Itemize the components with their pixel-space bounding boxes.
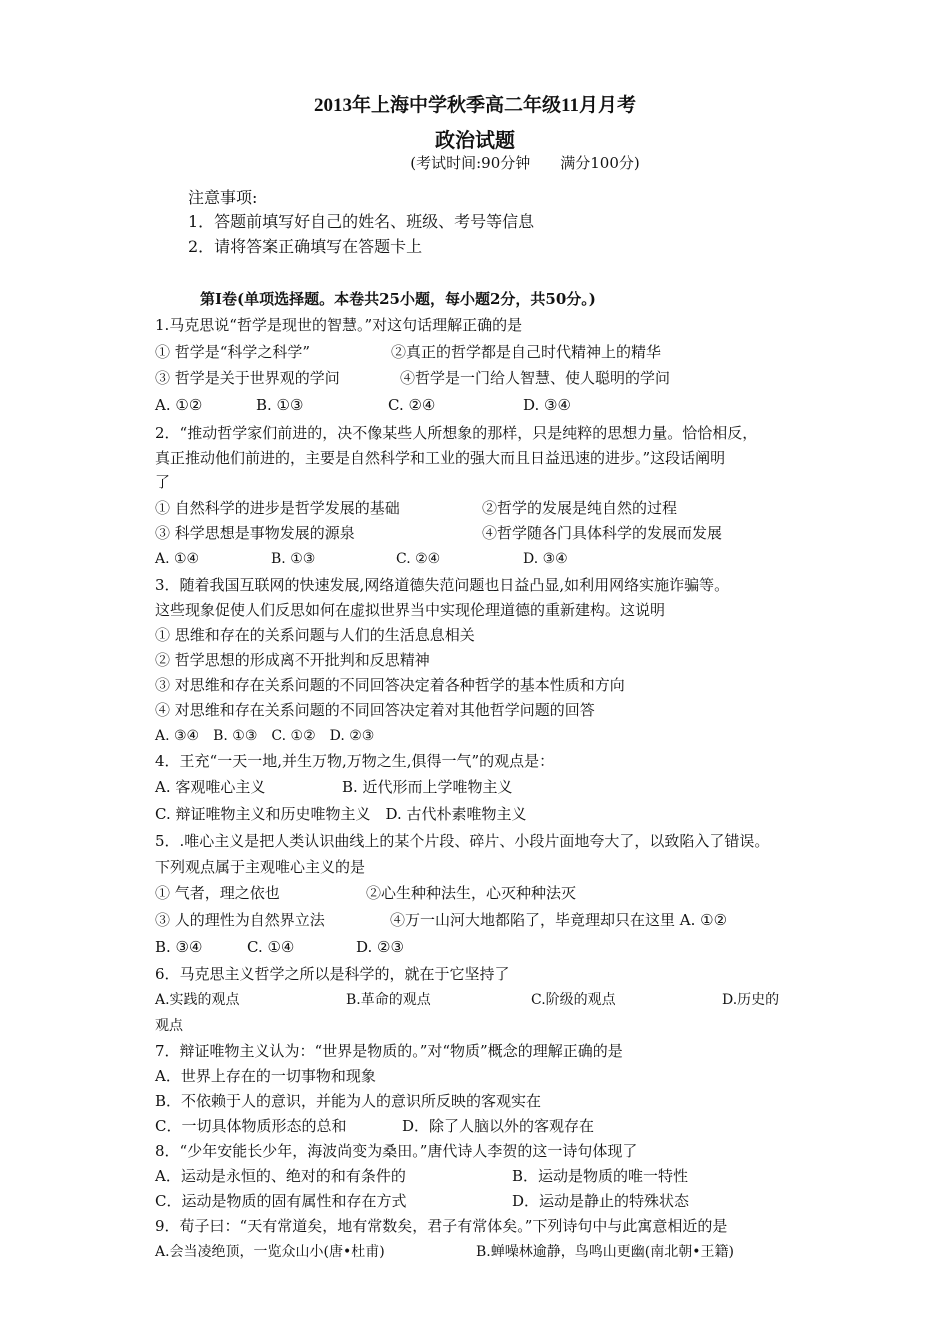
choice-b: B．不依赖于人的意识，并能为人的意识所反映的客观实在 (155, 1092, 542, 1110)
statement: ②哲学的发展是纯自然的过程 (482, 499, 678, 517)
statement: ②心生种种法生，心灭种种法灭 (366, 884, 577, 902)
choice-d-wrap: 观点 (155, 1018, 183, 1034)
choice-a: A.会当凌绝顶，一览众山小(唐•杜甫) (155, 1244, 385, 1260)
choice-d: D. ③④ (523, 396, 571, 414)
choice-c: C. ①④ (247, 938, 295, 956)
statement: ④万一山河大地都陷了，毕竟理却只在这里 A. ①② (390, 911, 728, 929)
statement: ③ 对思维和存在关系问题的不同回答决定着各种哲学的基本性质和方向 (155, 676, 625, 694)
question-stem: 6．马克思主义哲学之所以是科学的，就在于它坚持了 (155, 965, 510, 983)
choice-d: D．除了人脑以外的客观存在 (402, 1117, 595, 1135)
choice-b: B. ③④ (155, 938, 203, 956)
choice-c: C．运动是物质的固有属性和存在方式 (155, 1192, 407, 1210)
question-stem: 2．“推动哲学家们前进的，决不像某些人所想象的那样，只是纯粹的思想力量。恰恰相反， (155, 424, 758, 442)
statement: ③ 科学思想是事物发展的源泉 (155, 524, 355, 542)
question-stem: 了 (155, 473, 171, 491)
choice-c: C.阶级的观点 (531, 992, 616, 1008)
statement: ① 思维和存在的关系问题与人们的生活息息相关 (155, 626, 475, 644)
statement: ① 哲学是“科学之科学” (155, 343, 311, 361)
choice-a: A. 客观唯心主义 (155, 778, 266, 796)
choice-c: C. ②④ (396, 551, 441, 567)
exam-subject: 政治试题 (435, 128, 515, 152)
notice-item: 2．请将答案正确填写在答题卡上 (188, 237, 423, 256)
question-stem: 1.马克思说“哲学是现世的智慧。”对这句话理解正确的是 (155, 316, 523, 334)
choice-a: A．运动是永恒的、绝对的和有条件的 (155, 1167, 406, 1185)
statement: ③ 人的理性为自然界立法 (155, 911, 325, 929)
question-stem: 8．“少年安能长少年，海波尚变为桑田。”唐代诗人李贺的这一诗句体现了 (155, 1142, 638, 1160)
question-stem: 真正推动他们前进的，主要是自然科学和工业的强大而且日益迅速的进步。”这段话阐明 (155, 449, 726, 467)
exam-title: 2013年上海中学秋季高二年级11月月考 (314, 95, 636, 116)
choice-d: D．运动是静止的特殊状态 (512, 1192, 690, 1210)
notice-item: 1．答题前填写好自己的姓名、班级、考号等信息 (188, 212, 535, 231)
choice-d: D.历史的 (722, 992, 780, 1008)
notice-heading: 注意事项: (188, 188, 258, 207)
question-stem: 7．辩证唯物主义认为：“世界是物质的。”对“物质”概念的理解正确的是 (155, 1042, 623, 1060)
choice-a: A．世界上存在的一切事物和现象 (155, 1067, 376, 1085)
choice-b: B．运动是物质的唯一特性 (512, 1167, 689, 1185)
choice-d: D. ②③ (356, 938, 404, 956)
statement: ③ 哲学是关于世界观的学问 (155, 369, 340, 387)
choice-c: C．一切具体物质形态的总和 (155, 1117, 347, 1135)
question-stem: 这些现象促使人们反思如何在虚拟世界当中实现伦理道德的重新建构。这说明 (155, 601, 666, 619)
choice-b: B. ①③ (271, 551, 316, 567)
choice-a: A. ①④ (155, 551, 200, 567)
choice-b: B. ①③ (256, 396, 304, 414)
statement: ① 自然科学的进步是哲学发展的基础 (155, 499, 400, 517)
choices-row: C. 辩证唯物主义和历史唯物主义 D. 古代朴素唯物主义 (155, 805, 527, 823)
statement: ① 气者，理之依也 (155, 884, 280, 902)
choice-b: B.蝉噪林逾静，鸟鸣山更幽(南北朝•王籍) (476, 1244, 734, 1260)
exam-time-info: (考试时间:90分钟 满分100分) (410, 154, 640, 172)
statement: ②真正的哲学都是自己时代精神上的精华 (391, 343, 662, 361)
choice-d: D. ③④ (523, 551, 568, 567)
choice-a: A.实践的观点 (155, 992, 240, 1008)
statement: ④哲学随各门具体科学的发展而发展 (482, 524, 723, 542)
statement: ④哲学是一门给人智慧、使人聪明的学问 (400, 369, 671, 387)
section-title: 第Ⅰ卷(单项选择题。本卷共25小题，每小题2分，共50分。) (200, 290, 596, 308)
choice-c: C. ②④ (388, 396, 436, 414)
question-stem: 3．随着我国互联网的快速发展,网络道德失范问题也日益凸显,如利用网络实施诈骗等。 (155, 576, 730, 594)
choice-b: B. 近代形而上学唯物主义 (342, 778, 513, 796)
question-stem: 4．王充“一天一地,并生万物,万物之生,俱得一气”的观点是： (155, 752, 555, 770)
choice-b: B.革命的观点 (346, 992, 431, 1008)
choice-a: A. ①② (155, 396, 203, 414)
choices-row: A. ③④ B. ①③ C. ①② D. ②③ (155, 728, 375, 744)
statement: ④ 对思维和存在关系问题的不同回答决定着对其他哲学问题的回答 (155, 701, 595, 719)
question-stem: 下列观点属于主观唯心主义的是 (155, 858, 366, 876)
statement: ② 哲学思想的形成离不开批判和反思精神 (155, 651, 430, 669)
question-stem: 5．.唯心主义是把人类认识曲线上的某个片段、碎片、小段片面地夸大了，以致陷入了错误。 (155, 832, 770, 850)
question-stem: 9．荀子曰：“天有常道矣，地有常数矣，君子有常体矣。”下列诗句中与此寓意相近的是 (155, 1217, 728, 1235)
